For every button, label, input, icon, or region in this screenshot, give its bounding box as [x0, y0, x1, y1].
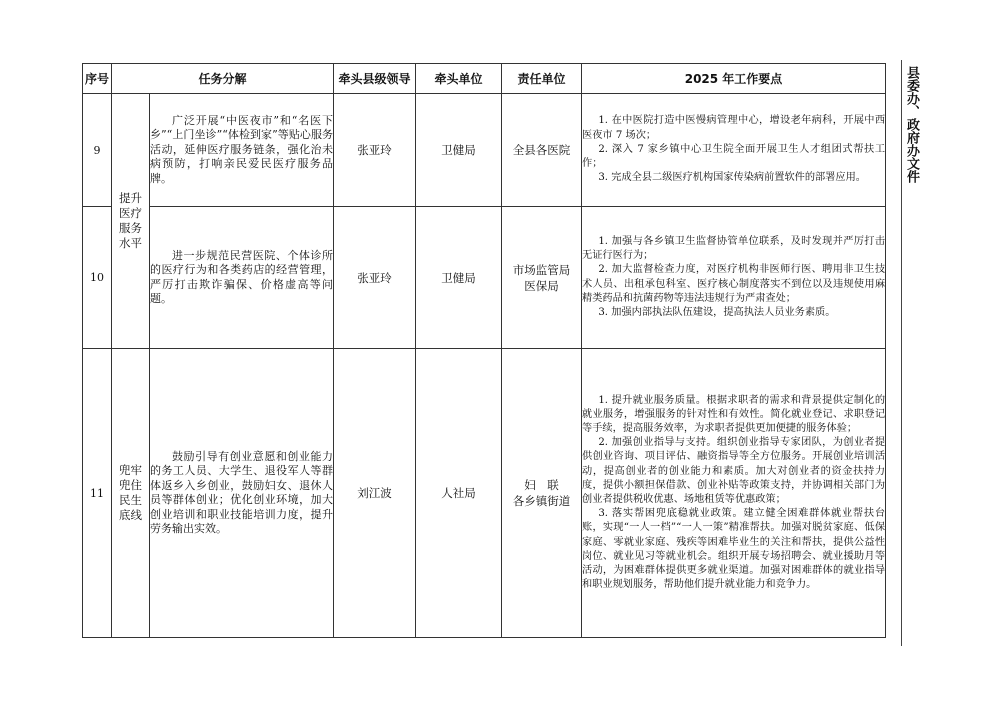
work-point: 1. 加强与各乡镇卫生监督协管单位联系，及时发现并严厉打击无证行医行为； [582, 235, 886, 262]
side-label: 县委办、政府办文件 [904, 66, 919, 183]
row-seq: 11 [83, 349, 112, 638]
work-point: 2. 深入 7 家乡镇中心卫生院全面开展卫生人才组团式帮扶工作； [582, 143, 886, 170]
category-line: 服务 [119, 221, 142, 235]
work-point: 2. 加强创业指导与支持。组织创业指导专家团队，为创业者提供创业咨询、项目评估、融资指导等全方位服务。开展创业培训活动，提高创业者的创业能力和素质。加大对创业者的资金扶持力度，提供小额担保借款、创业补贴等政策支持，并协调相关部门为创业者提供税收优惠、场地租赁等优惠政策； [582, 437, 886, 505]
task-description: 进一步规范民营医院、个体诊所的医疗行为和各类药店的经营管理，严厉打击欺诈骗保、价格虚高等问题。 [150, 207, 334, 349]
table-row [83, 94, 886, 207]
category-line: 医疗 [119, 206, 142, 220]
category-cell [112, 94, 150, 349]
responsible-unit [502, 207, 582, 349]
header-points: 2025 年工作要点 [582, 64, 886, 94]
responsible-unit-line: 妇 联 [524, 478, 559, 492]
lead-leader: 张亚玲 [334, 207, 416, 349]
work-point: 3. 落实帮困兜底稳就业政策。建立健全困难群体就业帮扶台账，实现“一人一档”“一人一策”精准帮扶。加强对脱贫家庭、低保家庭、零就业家庭、残疾等困难毕业生的关注和帮扶，提供公益性岗位、就业见习等就业机会。组织开展专场招聘会、就业援助月等活动，为困难群体提供更多就业渠道。加强对困难群体的就业指导和职业规划服务，帮助他们提升就业能力和竞争力。 [582, 508, 886, 591]
responsible-unit [502, 349, 582, 638]
category-line: 民生 [119, 493, 142, 507]
row-seq: 9 [83, 94, 112, 207]
lead-unit: 卫健局 [416, 207, 502, 349]
lead-leader: 张亚玲 [334, 94, 416, 207]
lead-leader: 刘江波 [334, 349, 416, 638]
header-seq: 序号 [83, 64, 112, 94]
lead-unit: 人社局 [416, 349, 502, 638]
row-seq: 10 [83, 207, 112, 349]
work-point: 3. 完成全县二级医疗机构国家传染病前置软件的部署应用。 [598, 172, 866, 184]
work-point: 2. 加大监督检查力度，对医疗机构非医师行医、聘用非卫生技术人员、出租承包科室、医疗核心制度落实不到位以及违规使用麻精类药品和抗菌药物等违法违规行为严肃查处； [582, 264, 886, 304]
category-line: 底线 [119, 508, 142, 522]
category-line: 水平 [119, 236, 142, 250]
work-points [582, 94, 886, 207]
work-point: 1. 在中医院打造中医慢病管理中心，增设老年病科，开展中西医夜市 7 场次； [582, 115, 886, 141]
responsible-unit-line: 各乡镇街道 [512, 494, 571, 508]
header-leader: 牵头县级领导 [334, 64, 416, 94]
header-task: 任务分解 [112, 64, 334, 94]
work-point: 3. 加强内部执法队伍建设，提高执法人员业务素质。 [598, 306, 836, 318]
table-row [83, 349, 886, 638]
table-row [83, 207, 886, 349]
category-line: 兜住 [119, 478, 142, 492]
responsible-unit-line: 医保局 [524, 278, 559, 293]
category-line: 兜牢 [119, 463, 142, 477]
category-line: 提升 [119, 191, 142, 205]
work-point: 1. 提升就业服务质量。根据求职者的需求和背景提供定制化的就业服务，增强服务的针对性和有效性。简化就业登记、求职登记等手续，提高服务效率，为求职者提供更加便捷的服务体验； [582, 394, 886, 434]
header-row [83, 64, 886, 94]
task-description: 鼓励引导有创业意愿和创业能力的务工人员、大学生、退役军人等群体返乡入乡创业，鼓励妇女、退休人员等群体创业；优化创业环境，加大创业培训和职业技能培训力度，提升劳务输出实效。 [150, 349, 334, 638]
lead-unit: 卫健局 [416, 94, 502, 207]
work-points [582, 207, 886, 349]
responsible-unit [502, 94, 582, 207]
responsible-unit-line: 全县各医院 [512, 143, 571, 157]
task-table [82, 63, 886, 638]
responsible-unit-line: 市场监管局 [512, 262, 571, 277]
category-cell [112, 349, 150, 638]
header-lead-unit: 牵头单位 [416, 64, 502, 94]
header-resp-unit: 责任单位 [502, 64, 582, 94]
task-description: 广泛开展“中医夜市”和“名医下乡”“上门坐诊”“体检到家”等贴心服务活动，延伸医疗服务链条，强化治未病预防，打响亲民爱民医疗服务品牌。 [150, 94, 334, 207]
work-points [582, 349, 886, 638]
